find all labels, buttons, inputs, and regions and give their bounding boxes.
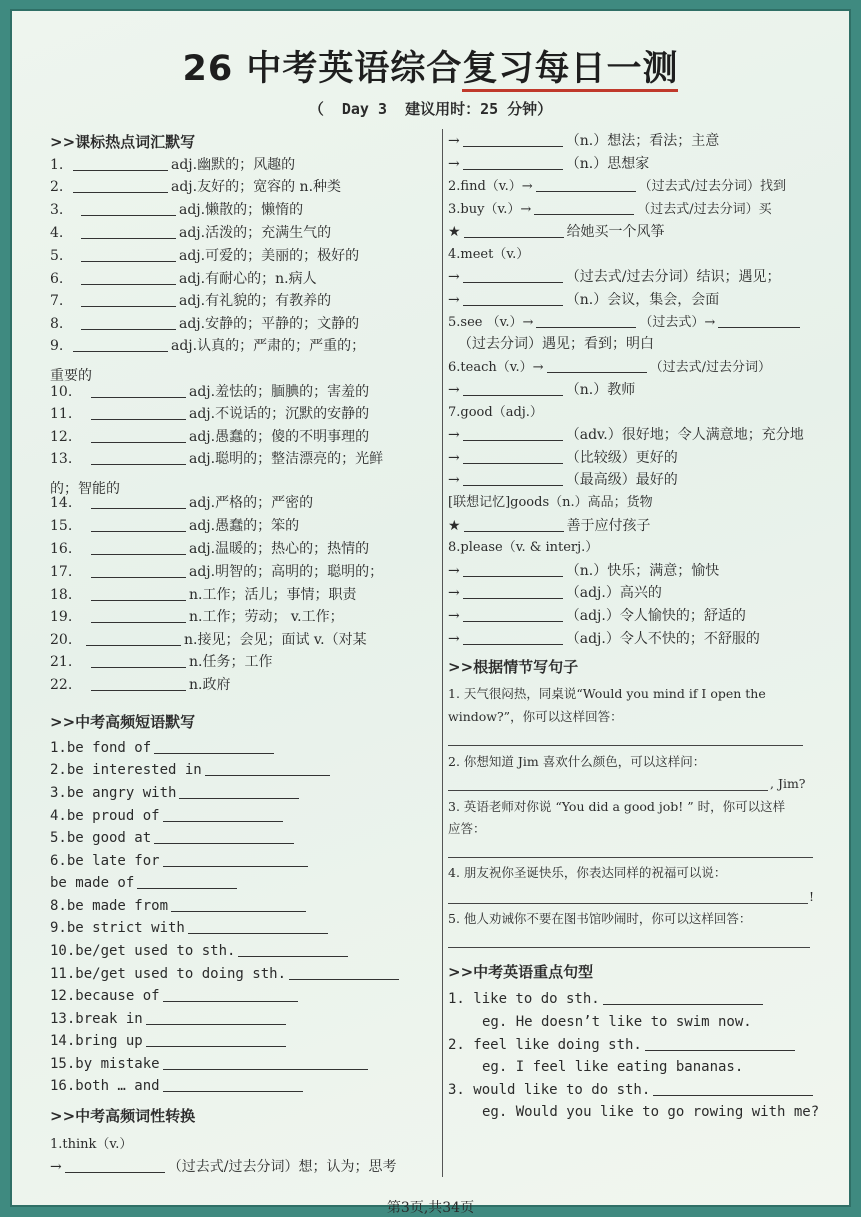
goods-star-entry: ★ 善于应付孩子 <box>448 518 651 534</box>
phrase-text: 11.be/get used to doing sth. <box>50 966 287 982</box>
phrase-text: be made of <box>50 875 135 891</box>
vocab-item <box>50 676 230 694</box>
phrase-text: 10.be/get used to sth. <box>50 943 236 959</box>
find-entry: 2.find（v.）→ （过去式/过去分词）找到 <box>448 179 786 194</box>
pattern-3-example: eg. Would you like to go rowing with me? <box>482 1104 820 1120</box>
phrase-item <box>50 739 277 757</box>
pattern-1-example: eg. He doesn’t like to swim now. <box>482 1014 752 1030</box>
answer-blank[interactable] <box>91 653 186 668</box>
answer-blank[interactable] <box>81 201 176 216</box>
answer-blank[interactable] <box>463 630 563 645</box>
phrase-item <box>50 807 286 825</box>
item-number: 22. <box>50 677 73 693</box>
title-part-a: 26 中考英语综合 <box>182 49 463 89</box>
answer-blank[interactable] <box>73 178 168 193</box>
item-definition: adj.愚蠢的；傻的不明事理的 <box>189 429 370 445</box>
phrase-text: 6.be late for <box>50 853 160 869</box>
vocab-item <box>50 540 369 558</box>
vocab-item <box>50 450 383 468</box>
situation-2-text: 2. 你想知道 Jim 喜欢什么颜色，可以这样问： <box>448 754 706 769</box>
item-definition: adj.可爱的；美丽的；极好的 <box>179 248 360 264</box>
situation-1-text: 1. 天气很闷热，同桌说“Would you mind if I open the <box>448 686 766 701</box>
see-pp-line: （过去分词）遇见；看到；明白 <box>458 336 654 352</box>
answer-blank[interactable] <box>463 471 563 486</box>
phrase-item <box>50 829 297 847</box>
situation-4-text: 4. 朋友祝你圣诞快乐，你表达同样的祝福可以说： <box>448 865 727 880</box>
item-number: 10. <box>50 384 73 400</box>
good-sup-line: → （最高级）最好的 <box>448 472 678 488</box>
item-number: 18. <box>50 587 73 603</box>
good-comp-line: → （比较级）更好的 <box>448 450 678 466</box>
vocab-item <box>50 586 356 604</box>
meet-entry: 4.meet（v.） <box>448 247 530 262</box>
item-number: 2. <box>50 179 64 195</box>
item-definition: adj.有礼貌的；有教养的 <box>179 293 332 309</box>
think-noun-2: → （n.）思想家 <box>448 156 650 172</box>
think-past-line: → （过去式/过去分词）想；认为；思考 <box>50 1159 397 1175</box>
phrase-item <box>50 1032 289 1050</box>
vocab-item <box>50 405 369 423</box>
answer-blank[interactable] <box>163 852 308 867</box>
answer-blank[interactable] <box>463 584 563 599</box>
item-number: 1. <box>50 157 64 173</box>
item-number: 15. <box>50 518 73 534</box>
column-divider <box>442 129 443 1177</box>
answer-blank[interactable] <box>146 1032 286 1047</box>
item-number: 19. <box>50 609 73 625</box>
answer-blank[interactable] <box>154 829 294 844</box>
phrase-item <box>50 1010 289 1028</box>
section-heading-patterns: >>中考英语重点句型 <box>448 963 594 981</box>
section-heading-vocab: >>课标热点词汇默写 <box>50 133 196 151</box>
item-definition: adj.有耐心的；n.病人 <box>179 271 317 287</box>
phrase-text: 8.be made from <box>50 898 169 914</box>
answer-blank[interactable] <box>154 739 274 754</box>
item-number: 9. <box>50 338 64 354</box>
answer-blank[interactable] <box>536 177 636 192</box>
vocab-item <box>50 156 295 174</box>
pattern-2-example: eg. I feel like eating bananas. <box>482 1059 744 1075</box>
answer-blank[interactable] <box>91 428 186 443</box>
answer-blank[interactable] <box>137 874 237 889</box>
answer-blank[interactable] <box>463 562 563 577</box>
item-number: 13. <box>50 451 73 467</box>
situation-2-suffix: , Jim? <box>770 776 806 791</box>
answer-blank[interactable] <box>464 517 564 532</box>
answer-blank[interactable] <box>163 1055 368 1070</box>
item-definition: n.工作；活儿；事情；职责 <box>189 587 357 603</box>
item-definition: n.任务；工作 <box>189 654 273 670</box>
item-definition: adj.明智的；高明的；聪明的； <box>189 564 384 580</box>
title-part-b: 复习每日一测 <box>462 49 678 92</box>
situation-1-text-cont: window?”，你可以这样回答： <box>448 709 623 724</box>
pattern-2: 2. feel like doing sth. <box>448 1036 798 1054</box>
phrase-item <box>50 1077 306 1095</box>
section-heading-word-forms: >>中考高频词性转换 <box>50 1107 196 1125</box>
vocab-item <box>50 608 344 626</box>
item-number: 12. <box>50 429 73 445</box>
answer-blank[interactable] <box>91 450 186 465</box>
phrase-text: 3.be angry with <box>50 785 177 801</box>
answer-blank[interactable] <box>534 200 634 215</box>
phrase-text: 4.be proud of <box>50 808 160 824</box>
answer-blank[interactable] <box>91 540 186 555</box>
vocab-item <box>50 337 365 355</box>
answer-blank[interactable] <box>463 132 563 147</box>
answer-blank[interactable] <box>163 807 283 822</box>
answer-blank[interactable] <box>463 381 563 396</box>
please-adj2-line: → （adj.）令人愉快的；舒适的 <box>448 608 746 624</box>
item-number: 21. <box>50 654 73 670</box>
phrase-item <box>50 987 301 1005</box>
phrase-item <box>50 852 311 870</box>
answer-blank[interactable] <box>464 223 564 238</box>
situation-5-text: 5. 他人劝诫你不要在图书馆吵闹时，你可以这样回答： <box>448 911 752 926</box>
think-noun-1: → （n.）想法；看法；主意 <box>448 133 720 149</box>
vocab-item <box>50 383 369 401</box>
answer-blank[interactable] <box>91 383 186 398</box>
situation-3-text: 3. 英语老师对你说 “You did a good job! ” 时，你可以这样 <box>448 799 786 814</box>
answer-blank[interactable] <box>146 1010 286 1025</box>
answer-blank[interactable] <box>463 155 563 170</box>
answer-blank[interactable] <box>463 291 563 306</box>
goods-entry: [联想记忆]goods（n.）高品；货物 <box>448 495 653 510</box>
think-entry: 1.think（v.） <box>50 1137 133 1152</box>
answer-blank[interactable] <box>463 607 563 622</box>
answer-blank[interactable] <box>238 942 348 957</box>
phrase-text: 14.bring up <box>50 1033 143 1049</box>
answer-blank[interactable] <box>81 224 176 239</box>
meet-noun-line: → （n.）会议，集会，会面 <box>448 292 720 308</box>
vocab-item <box>50 270 317 288</box>
please-adj3-line: → （adj.）令人不快的；不舒服的 <box>448 631 760 647</box>
phrase-item <box>50 874 240 892</box>
buy-entry: 3.buy（v.）→ （过去式/过去分词）买 <box>448 202 772 217</box>
worksheet-page <box>10 9 851 1216</box>
answer-blank[interactable] <box>653 1081 813 1096</box>
vocab-item <box>50 201 303 219</box>
situation-2-answer-line[interactable] <box>448 790 768 791</box>
page-title <box>12 41 849 91</box>
meet-past-line: → （过去式/过去分词）结识；遇见； <box>448 269 781 285</box>
situation-3-text-cont: 应答： <box>448 821 486 836</box>
answer-blank[interactable] <box>81 292 176 307</box>
situation-4-answer-line[interactable] <box>448 903 808 904</box>
item-number: 6. <box>50 271 64 287</box>
phrase-item <box>50 1055 371 1073</box>
item-definition: adj.不说话的；沉默的安静的 <box>189 406 370 422</box>
answer-blank[interactable] <box>536 313 636 328</box>
item-number: 7. <box>50 293 64 309</box>
phrase-text: 16.both … and <box>50 1078 160 1094</box>
answer-blank[interactable] <box>73 156 168 171</box>
situation-1-answer-line[interactable] <box>448 745 803 746</box>
vocab-item <box>50 315 359 333</box>
item-definition: adj.安静的；平静的；文静的 <box>179 316 360 332</box>
page-number: 第3页,共34页 <box>386 1200 475 1216</box>
vocab-item <box>50 428 369 446</box>
answer-blank[interactable] <box>289 965 399 980</box>
answer-blank[interactable] <box>91 405 186 420</box>
answer-blank[interactable] <box>65 1158 165 1173</box>
phrase-item <box>50 897 309 915</box>
item-definition: adj.友好的；宽容的 n.种类 <box>171 179 342 195</box>
answer-blank[interactable] <box>603 990 763 1005</box>
phrase-item <box>50 965 402 983</box>
answer-blank[interactable] <box>91 563 186 578</box>
answer-blank[interactable] <box>91 608 186 623</box>
vocab-item <box>50 224 331 242</box>
answer-blank[interactable] <box>547 358 647 373</box>
item-definition: n.政府 <box>189 677 231 693</box>
vocab-item <box>50 517 299 535</box>
vocab-item <box>50 247 359 265</box>
item-definition: adj.懒散的；懒惰的 <box>179 202 304 218</box>
item-definition: adj.温暖的；热心的；热情的 <box>189 541 370 557</box>
item-definition: adj.愚蠢的；笨的 <box>189 518 300 534</box>
section-heading-situations: >>根据情节写句子 <box>448 658 579 676</box>
teach-entry: 6.teach（v.）→ （过去式/过去分词） <box>448 360 771 375</box>
vocab-item <box>50 631 367 649</box>
answer-blank[interactable] <box>188 919 328 934</box>
answer-blank[interactable] <box>163 987 298 1002</box>
phrase-text: 2.be interested in <box>50 762 202 778</box>
answer-blank[interactable] <box>86 631 181 646</box>
answer-blank[interactable] <box>205 761 330 776</box>
item-number: 5. <box>50 248 64 264</box>
item-definition: adj.严格的；严密的 <box>189 495 314 511</box>
answer-blank[interactable] <box>91 676 186 691</box>
phrase-text: 9.be strict with <box>50 920 185 936</box>
situation-4-suffix: ! <box>809 889 815 904</box>
answer-blank[interactable] <box>718 313 800 328</box>
item-definition: n.工作；劳动； v.工作； <box>189 609 344 625</box>
please-adj1-line: → （adj.）高兴的 <box>448 585 662 601</box>
answer-blank[interactable] <box>645 1036 795 1051</box>
vocab-item <box>50 653 272 671</box>
situation-5-answer-line[interactable] <box>448 947 810 948</box>
item-definition: n.接见；会见；面试 v.（对某 <box>184 632 367 648</box>
phrase-item <box>50 919 331 937</box>
phrase-text: 15.by mistake <box>50 1056 160 1072</box>
item-number: 11. <box>50 406 73 422</box>
item-number: 4. <box>50 225 64 241</box>
please-noun-line: → （n.）快乐；满意；愉快 <box>448 563 720 579</box>
answer-blank[interactable] <box>91 517 186 532</box>
answer-blank[interactable] <box>171 897 306 912</box>
page-subtitle: （ Day 3 建议用时：25 分钟） <box>308 100 553 118</box>
answer-blank[interactable] <box>163 1077 303 1092</box>
section-heading-phrases: >>中考高频短语默写 <box>50 713 196 731</box>
pattern-1: 1. like to do sth. <box>448 990 766 1008</box>
answer-blank[interactable] <box>91 586 186 601</box>
phrase-item <box>50 784 302 802</box>
item-number: 14. <box>50 495 73 511</box>
answer-blank[interactable] <box>73 337 168 352</box>
item-number: 17. <box>50 564 73 580</box>
item-definition: adj.羞怯的；腼腆的；害羞的 <box>189 384 370 400</box>
vocab-item <box>50 563 383 581</box>
situation-3-answer-line[interactable] <box>448 857 813 858</box>
answer-blank[interactable] <box>81 315 176 330</box>
phrase-text: 1.be fond of <box>50 740 152 756</box>
answer-blank[interactable] <box>179 784 299 799</box>
answer-blank[interactable] <box>463 449 563 464</box>
vocab-item <box>50 178 341 196</box>
item-definition: adj.活泼的；充满生气的 <box>179 225 332 241</box>
see-entry: 5.see （v.）→ （过去式）→ <box>448 313 803 332</box>
phrase-text: 5.be good at <box>50 830 152 846</box>
item-definition: adj.聪明的；整洁漂亮的；光鲜 <box>189 451 384 467</box>
item-number: 8. <box>50 316 64 332</box>
answer-blank[interactable] <box>81 270 176 285</box>
item-definition: adj.认真的；严肃的；严重的； <box>171 338 366 354</box>
phrase-item <box>50 761 333 779</box>
answer-blank[interactable] <box>463 426 563 441</box>
good-adv-line: → （adv.）很好地；令人满意地；充分地 <box>448 427 804 443</box>
vocab-item <box>50 292 331 310</box>
item-number: 16. <box>50 541 73 557</box>
please-entry: 8.please（v. & interj.） <box>448 540 599 555</box>
good-entry: 7.good（adj.） <box>448 405 543 420</box>
phrase-item <box>50 942 351 960</box>
item-number: 20. <box>50 632 73 648</box>
item-number: 3. <box>50 202 64 218</box>
vocab-13-continued: 的；智能的 <box>50 481 120 497</box>
pattern-3: 3. would like to do sth. <box>448 1081 816 1099</box>
answer-blank[interactable] <box>81 247 176 262</box>
answer-blank[interactable] <box>463 268 563 283</box>
phrase-text: 12.because of <box>50 988 160 1004</box>
phrase-text: 13.break in <box>50 1011 143 1027</box>
item-definition: adj.幽默的；风趣的 <box>171 157 296 173</box>
vocab-9-continued: 重要的 <box>50 368 92 384</box>
buy-star-entry: ★ 给她买一个风筝 <box>448 224 665 240</box>
teach-noun-line: → （n.）教师 <box>448 382 636 398</box>
